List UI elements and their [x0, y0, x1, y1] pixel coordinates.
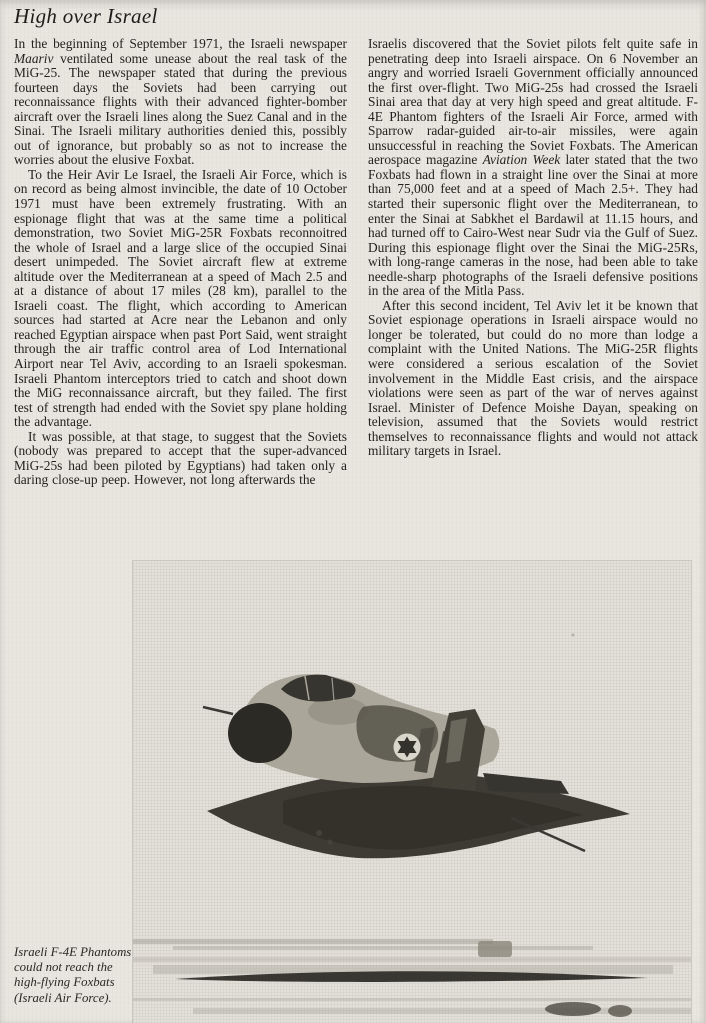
text-segment: To the Heir Avir Le Israel, the Israeli Air Force, which is on record as being almost invincible, the date of 10 October 1971 must have been extremely frustrating. With an espionage flight that was at the same time a political demonstration, two Soviet MiG-25R Foxbats reconnoitred the whole of Israel and a large slice of the occupied Sinai desert unimpeded. The Soviet aircraft flew at extreme altitude over the Mediterranean at a speed of Mach 2.5 and at a distance of about 17 miles (28 km), parallel to the Israeli coast. The flight, which according to American sources had started at Acre near the Lebanon and only reached Egyptian airspace when past Port Said, went straight through the air traffic control area of Lod International Airport near Tel Aviv, according to an Israeli spokesman. Israeli Phantom interceptors tried to catch and shoot down the MiG reconnaissance aircraft, but they failed. The first test of strength had ended with the Soviet spy plane holding the advantage. [14, 166, 347, 430]
debris-speck [328, 840, 333, 845]
right-text-column [368, 37, 698, 459]
text-segment: Israelis discovered that the Soviet pilots felt quite safe in penetrating deep into Israeli airspace. On 6 November an angry and worried Israeli Government officially announced the first over-flight. Two MiG-25s had crossed the Israeli Sinai area that day at very high speed and great altitude. F-4E Phantom fighters of the Israeli Air Force, armed with Sparrow radar-guided air-to-air missiles, were again unsuccessful in reaching the Soviet Foxbats. The American aerospace magazine [368, 36, 698, 168]
debris-speck [316, 830, 322, 836]
runway-motion-streaks [133, 939, 691, 1017]
publication-name: Aviation Week [482, 152, 561, 168]
paragraph [14, 430, 347, 488]
paragraph [368, 37, 698, 299]
text-segment: After this second incident, Tel Aviv let it be known that Soviet espionage operations in Israeli airspace would no longer be tolerated, but could do no more than lodge a complaint with the United Nations. The MiG-25R flights were considered a serious escalation of the Soviet involvement in the Middle East crisis, and the airspace violations were seen as part of the war of nerves against Israel. Minister of Defence Moishe Dayan, speaking on television, assumed that the Soviets would restrict themselves to reconnaissance flights and would not attack military targets in Israel. [368, 297, 698, 459]
left-text-column [14, 37, 347, 488]
sky-speck [572, 634, 575, 637]
paragraph [14, 37, 347, 168]
text-segment: In the beginning of September 1971, the Israeli newspaper [14, 36, 347, 51]
stabilator [483, 773, 569, 794]
text-segment: later stated that the two Foxbats had flown in a straight line over the Sinai at more than 75,000 feet and at a speed of Mach 2.5+. They had started their supersonic flight over the Mediterranean, to enter the Sinai at Sabkhet el Bardawil at 11.15 hours, and had turned off to Cairo-West near Sudr via the Gulf of Suez. During this espionage flight over the Sinai the MiG-25Rs, with long-range cameras in the nose, had been able to take needle-sharp photographs of the Israeli defensive positions in the area of the Mitla Pass. [368, 152, 698, 299]
f4e-phantom-silhouette [203, 674, 630, 858]
paragraph [14, 168, 347, 430]
israeli-roundel [394, 734, 421, 761]
publication-name: Maariv [14, 50, 54, 66]
pitot-probe [203, 707, 233, 714]
radome [228, 703, 292, 763]
aircraft-photo [133, 561, 691, 1023]
text-segment: It was possible, at that stage, to suggest that the Soviets (nobody was prepared to accept that the super-advanced MiG-25s had been piloted by Egyptians) had taken only a daring close-up peep. However, not long afterwards the [14, 428, 347, 488]
text-segment: ventilated some unease about the real task of the MiG-25. The newspaper stated that during the previous fourteen days the Soviets had been carrying out reconnaissance flights with their advanced fighter-bomber aircraft over the Israeli lines along the Suez Canal and in the Sinai. The Israeli military authorities denied this, possibly out of ignorance, but probably so as not to increase the worries about the elusive Foxbat. [14, 50, 347, 168]
photo-caption: Israeli F-4E Phantoms could not reach the high-flying Foxbats (Israeli Air Force). [14, 945, 132, 1005]
phantom-aircraft-illustration [133, 561, 691, 1023]
paragraph [368, 299, 698, 459]
section-title: High over Israel [14, 4, 158, 28]
